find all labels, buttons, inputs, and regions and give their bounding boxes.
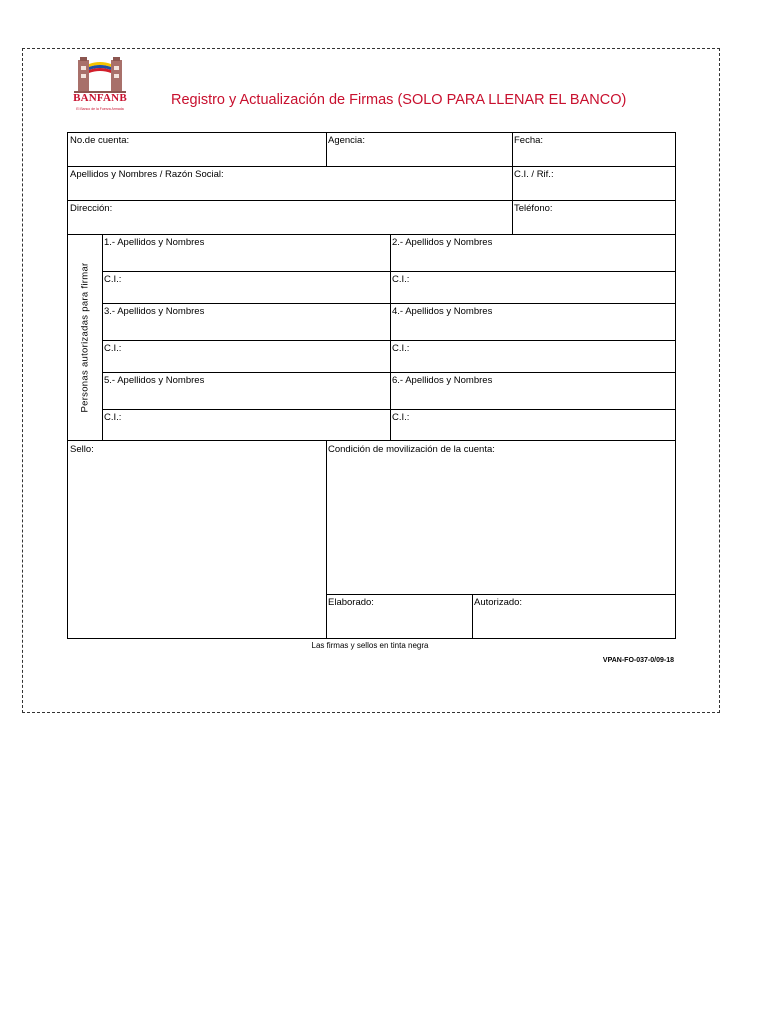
signer-4-name-field[interactable]: 4.- Apellidos y Nombres: [392, 306, 493, 317]
address-field[interactable]: Dirección:: [70, 203, 113, 214]
row-divider: [68, 440, 675, 441]
logo-brand-text: BANFANB: [73, 92, 127, 104]
stamp-field[interactable]: Sello:: [70, 444, 94, 455]
row-divider: [68, 200, 675, 201]
signature-registration-form: [67, 132, 676, 639]
banfanb-logo: [64, 56, 136, 118]
document-title: Registro y Actualización de Firmas (SOLO PARA LLENAR EL BANCO): [171, 92, 627, 108]
names-company-field[interactable]: Apellidos y Nombres / Razón Social:: [70, 169, 224, 180]
row-divider: [102, 340, 675, 341]
signer-1-name-field[interactable]: 1.- Apellidos y Nombres: [104, 237, 205, 248]
ink-note: Las firmas y sellos en tinta negra: [311, 641, 429, 650]
signer-2-name-field[interactable]: 2.- Apellidos y Nombres: [392, 237, 493, 248]
authorized-by-field[interactable]: Autorizado:: [474, 597, 523, 608]
logo-arch-icon: [64, 56, 136, 94]
account-number-field[interactable]: No.de cuenta:: [70, 135, 130, 146]
signer-3-id-field[interactable]: C.I.:: [104, 343, 122, 354]
signer-5-id-field[interactable]: C.I.:: [104, 412, 122, 423]
signer-6-id-field[interactable]: C.I.:: [392, 412, 410, 423]
signer-1-id-field[interactable]: C.I.:: [104, 274, 122, 285]
date-field[interactable]: Fecha:: [514, 135, 544, 146]
column-divider: [512, 133, 513, 234]
authorized-signers-label: Personas autorizadas para firmar: [79, 261, 91, 413]
phone-field[interactable]: Teléfono:: [514, 203, 553, 214]
signer-5-name-field[interactable]: 5.- Apellidos y Nombres: [104, 375, 205, 386]
id-rif-field[interactable]: C.I. / Rif.:: [514, 169, 554, 180]
logo-tagline: El Banco de la Fuerza Armada: [76, 107, 124, 111]
prepared-by-field[interactable]: Elaborado:: [328, 597, 374, 608]
document-code: VPAN-FO-037-0/09-18: [602, 657, 674, 664]
signer-6-name-field[interactable]: 6.- Apellidos y Nombres: [392, 375, 493, 386]
signer-3-name-field[interactable]: 3.- Apellidos y Nombres: [104, 306, 205, 317]
mobilization-condition-field[interactable]: Condición de movilización de la cuenta:: [328, 444, 495, 455]
agency-field[interactable]: Agencia:: [328, 135, 365, 146]
signer-4-id-field[interactable]: C.I.:: [392, 343, 410, 354]
row-divider: [102, 409, 675, 410]
row-divider: [102, 271, 675, 272]
signer-2-id-field[interactable]: C.I.:: [392, 274, 410, 285]
